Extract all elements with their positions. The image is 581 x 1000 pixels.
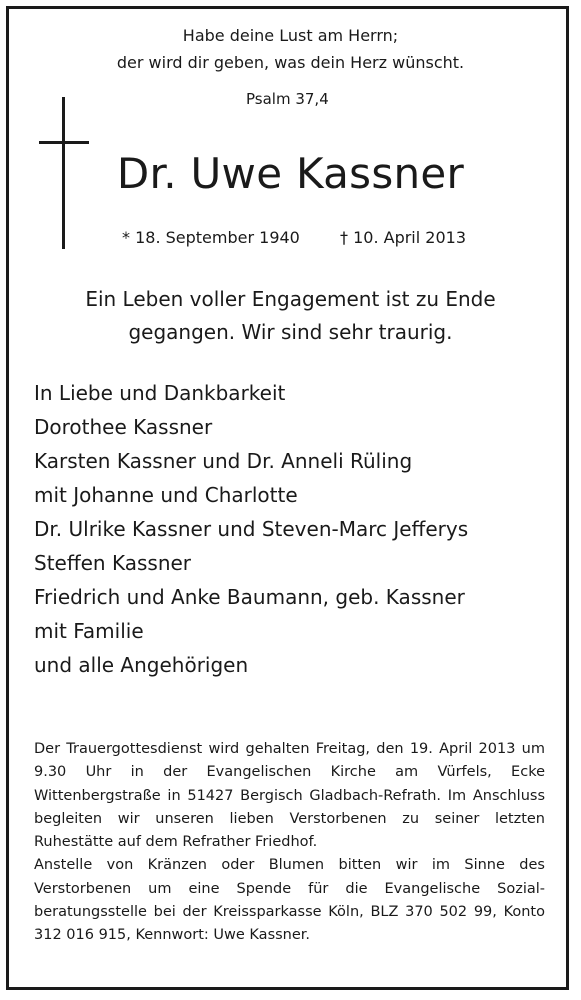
mourner-line: mit Familie <box>34 619 144 643</box>
mourner-line: Karsten Kassner und Dr. Anneli Rüling <box>34 449 413 473</box>
donation-paragraph: Anstelle von Kränzen oder Blumen bitten wir im Sinne des Verstorbenen um eine Spende für die Evangelische Sozial-beratungsstelle bei der Kreissparkasse Köln, BLZ 370 502 99, Konto 312 016 915, Kennwort: Uwe Kassner. <box>34 857 545 944</box>
service-paragraph: Der Trauergottesdienst wird gehalten Freitag, den 19. April 2013 um 9.30 Uhr in der Evangelischen Kirche am Vürfels, Ecke Wittenbergstraße in 51427 Bergisch Gladbach-Refrath. Im Anschluss begleiten wir unseren lieben Verstorbenen zu seiner letzten Ruhestätte auf dem Refrather Friedhof. <box>34 741 545 851</box>
verse-reference: Psalm 37,4 <box>246 90 329 108</box>
mourner-line: und alle Angehörigen <box>34 653 249 677</box>
mourners-list <box>34 376 468 682</box>
mourner-line: mit Johanne und Charlotte <box>34 483 298 507</box>
mourner-line: In Liebe und Dankbarkeit <box>34 381 286 405</box>
tribute-line-2: gegangen. Wir sind sehr traurig. <box>128 320 453 344</box>
deceased-name: Dr. Uwe Kassner <box>116 149 465 198</box>
verse-line-2: der wird dir geben, was dein Herz wünscht. <box>116 53 465 72</box>
mourner-line: Dr. Ulrike Kassner und Steven-Marc Jefferys <box>34 517 469 541</box>
verse-line-1: Habe deine Lust am Herrn; <box>182 26 399 45</box>
funeral-notice <box>34 738 545 948</box>
tribute-line-1: Ein Leben voller Engagement ist zu Ende <box>85 287 496 311</box>
mourner-line: Friedrich und Anke Baumann, geb. Kassner <box>34 585 465 609</box>
mourner-line: Dorothee Kassner <box>34 415 213 439</box>
mourner-line: Steffen Kassner <box>34 551 192 575</box>
birth-date: * 18. September 1940 <box>122 228 300 247</box>
tribute-text <box>0 283 581 349</box>
death-date: † 10. April 2013 <box>340 228 466 247</box>
